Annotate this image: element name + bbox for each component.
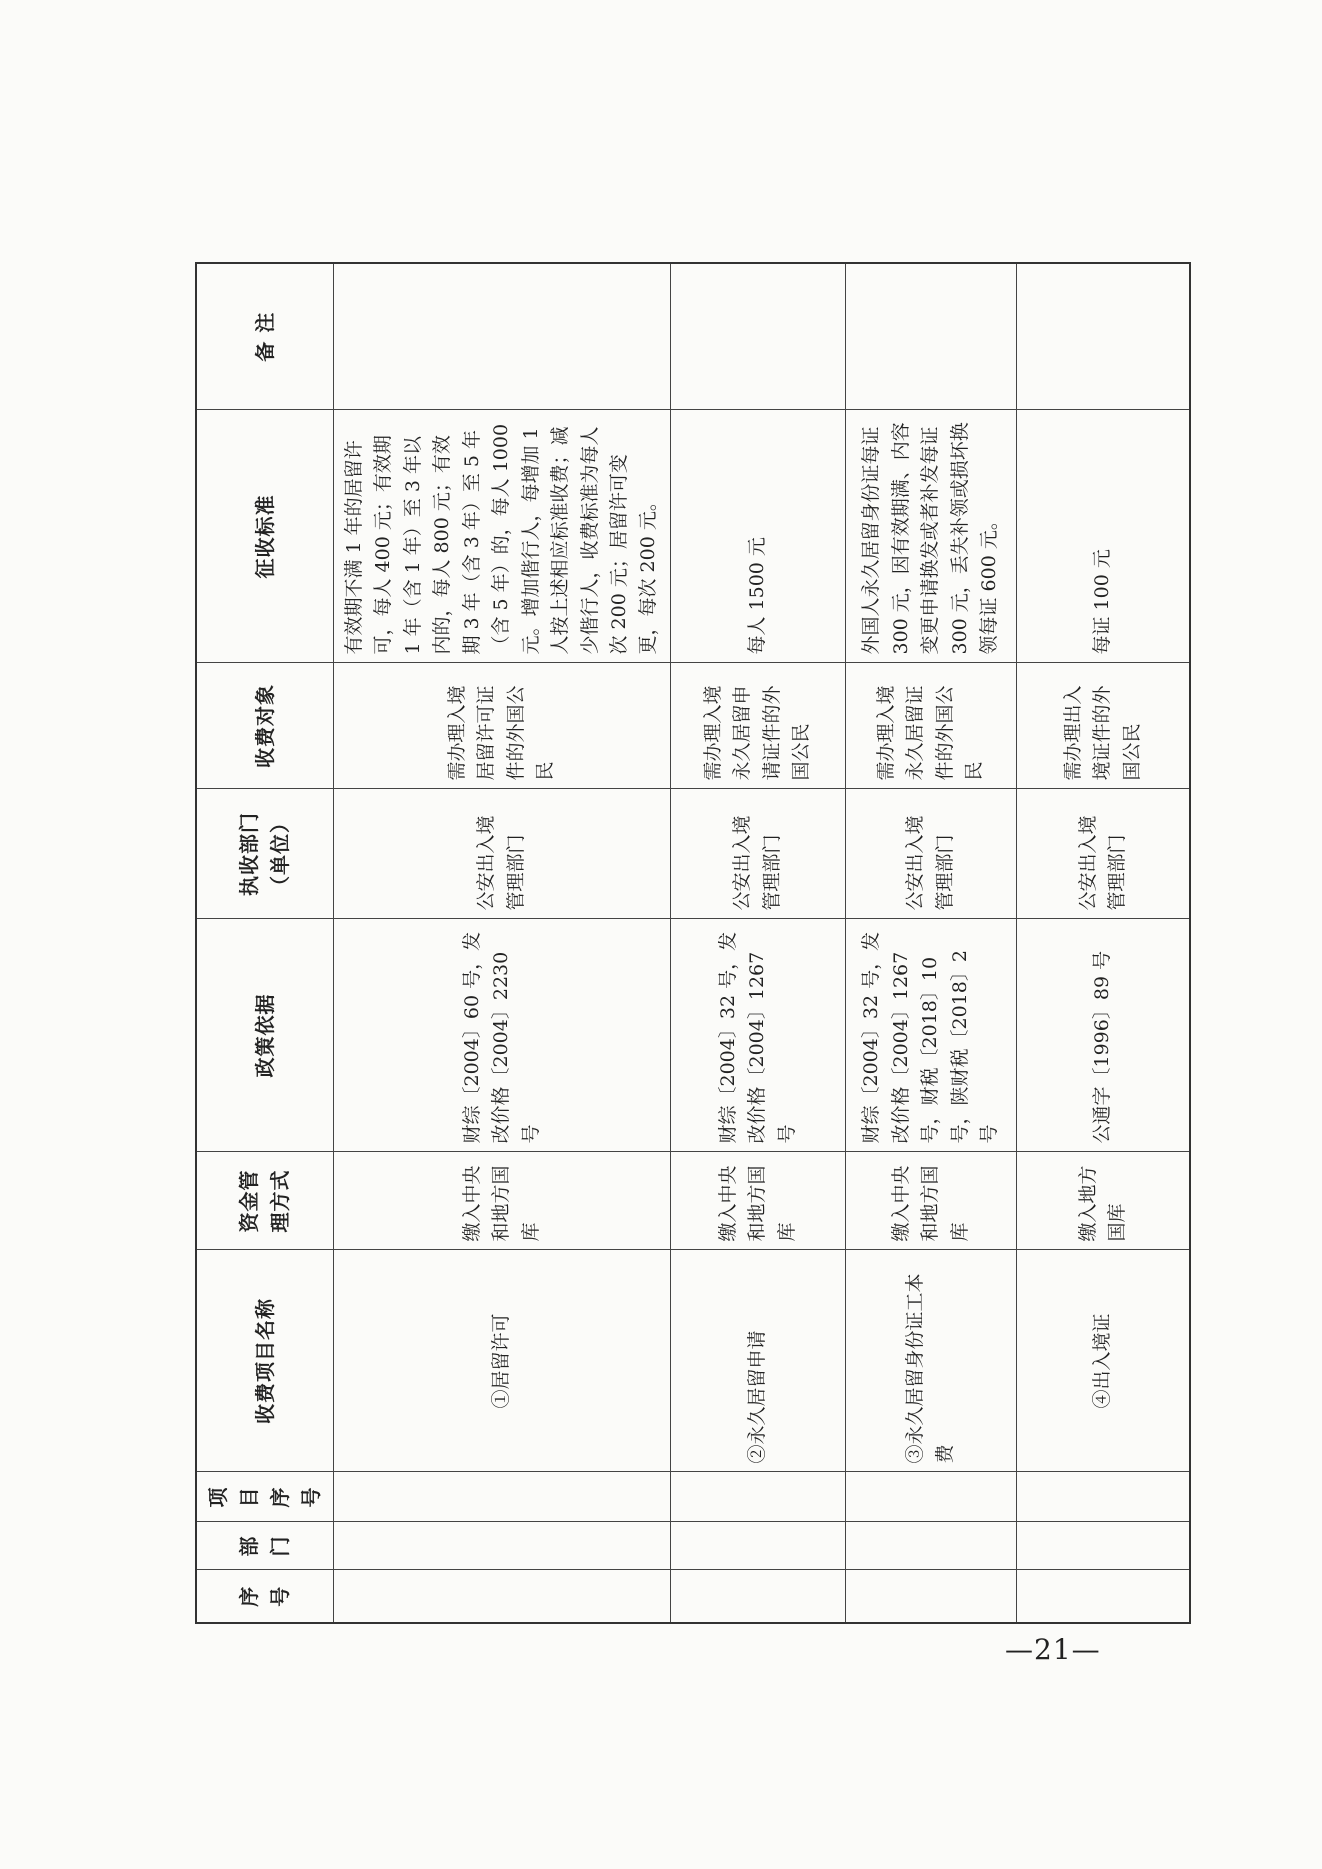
header-seq: 序号 xyxy=(196,1570,334,1623)
table-row xyxy=(334,263,671,1623)
cell-name: ①居留许可 xyxy=(334,1250,671,1472)
cell-dept xyxy=(1016,1522,1190,1570)
cell-dept xyxy=(670,1522,845,1570)
cell-seq xyxy=(670,1570,845,1623)
cell-note xyxy=(1016,263,1190,410)
cell-policy: 财综〔2004〕60 号，发改价格〔2004〕2230 号 xyxy=(334,919,671,1152)
cell-standard: 每人 1500 元 xyxy=(670,410,845,663)
cell-note xyxy=(334,263,671,410)
table-row xyxy=(670,263,845,1623)
cell-dept xyxy=(845,1522,1016,1570)
cell-standard: 每证 100 元 xyxy=(1016,410,1190,663)
header-collector: 执收部门（单位） xyxy=(196,789,334,919)
cell-fund: 缴入地方国库 xyxy=(1016,1152,1190,1250)
cell-standard: 有效期不满 1 年的居留许可，每人 400 元；有效期 1 年（含 1 年）至 3 年以内的，每人 800 元；有效期 3 年（含 3 年）至 5 年（含 5 年）的，每人 1000 元。增加偕行人，每增加 1 人按上述相应标准收费；减少偕行人，收费标准为每人次 200 元；居留许可变更，每次 200 元。 xyxy=(334,410,671,663)
table-row xyxy=(1016,263,1190,1623)
cell-policy: 公通字〔1996〕89 号 xyxy=(1016,919,1190,1152)
header-fund: 资金管理方式 xyxy=(196,1152,334,1250)
cell-item-no xyxy=(670,1472,845,1522)
cell-payer: 需办理入境居留许可证件的外国公民 xyxy=(334,663,671,789)
cell-collector: 公安出入境管理部门 xyxy=(334,789,671,919)
cell-collector: 公安出入境管理部门 xyxy=(1016,789,1190,919)
fee-table xyxy=(195,262,1191,1624)
table-row xyxy=(845,263,1016,1623)
header-payer: 收费对象 xyxy=(196,663,334,789)
cell-fund: 缴入中央和地方国库 xyxy=(845,1152,1016,1250)
header-item-no: 项目序号 xyxy=(196,1472,334,1522)
cell-payer: 需办理出入境证件的外国公民 xyxy=(1016,663,1190,789)
fee-table-rotated xyxy=(195,264,1143,1624)
cell-fund: 缴入中央和地方国库 xyxy=(334,1152,671,1250)
header-standard: 征收标准 xyxy=(196,410,334,663)
cell-standard: 外国人永久居留身份证每证 300 元，因有效期满、内容变更申请换发或者补发每证 300 元，丢失补领或损坏换领每证 600 元。 xyxy=(845,410,1016,663)
cell-item-no xyxy=(1016,1472,1190,1522)
cell-name: ④出入境证 xyxy=(1016,1250,1190,1472)
cell-policy: 财综〔2004〕32 号，发改价格〔2004〕1267 号，财税〔2018〕10 号，陕财税〔2018〕2 号 xyxy=(845,919,1016,1152)
cell-collector: 公安出入境管理部门 xyxy=(845,789,1016,919)
cell-item-no xyxy=(845,1472,1016,1522)
page-number: —21— xyxy=(1005,1633,1101,1666)
cell-dept xyxy=(334,1522,671,1570)
cell-seq xyxy=(845,1570,1016,1623)
cell-payer: 需办理入境永久居留证件的外国公民 xyxy=(845,663,1016,789)
header-policy: 政策依据 xyxy=(196,919,334,1152)
header-name: 收费项目名称 xyxy=(196,1250,334,1472)
cell-payer: 需办理入境永久居留申请证件的外国公民 xyxy=(670,663,845,789)
cell-seq xyxy=(334,1570,671,1623)
cell-item-no xyxy=(334,1472,671,1522)
cell-name: ③永久居留身份证工本费 xyxy=(845,1250,1016,1472)
cell-seq xyxy=(1016,1570,1190,1623)
header-note: 备 注 xyxy=(196,263,334,410)
cell-note xyxy=(845,263,1016,410)
cell-note xyxy=(670,263,845,410)
table-header-row xyxy=(196,263,334,1623)
cell-collector: 公安出入境管理部门 xyxy=(670,789,845,919)
cell-name: ②永久居留申请 xyxy=(670,1250,845,1472)
cell-fund: 缴入中央和地方国库 xyxy=(670,1152,845,1250)
cell-policy: 财综〔2004〕32 号，发改价格〔2004〕1267 号 xyxy=(670,919,845,1152)
header-dept: 部门 xyxy=(196,1522,334,1570)
